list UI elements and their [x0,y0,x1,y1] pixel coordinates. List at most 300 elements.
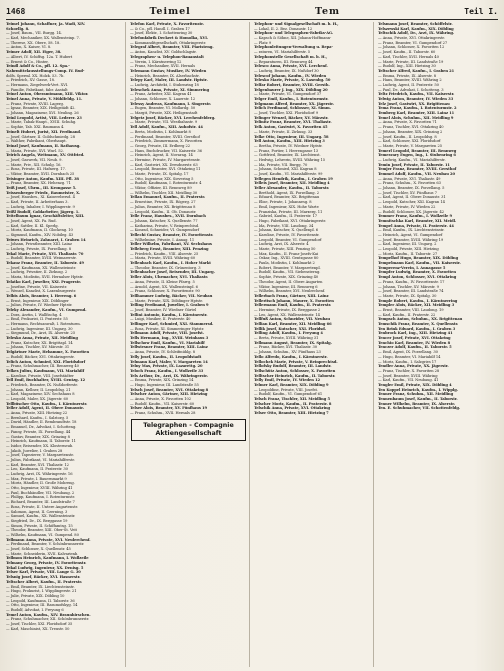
directory-entry: Telmany Georg, Private, IV. Favoritenstr. [6,561,87,566]
directory-entry: Teindl Adolf & Co., pfl. 12. Spa.- [6,64,70,69]
directory-entry: — Karl, Private, II. Arbeiterhaus 3. [6,200,69,205]
directory-entry: — Josef, Tischler, XV. Fünfhaus 7 [378,190,437,195]
directory-entry: Tempfer Ludwig, Beamter, X. Favoriten [378,270,456,275]
directory-entry: Tellechi Gustav, Beamter, IV. Favoritenstr. [130,232,214,237]
directory-entry: Telly Emil, Private, IV. Wieden 12 [254,378,321,383]
directory-entry: Telscher Moriz, Kaufm., II. Praterstr. 8 [254,401,332,406]
directory-entry: Tellhammer Ludwig, Bäcker, VII. Neubau [130,293,213,298]
directory-entry: Temnitschka Karl, Beamter, XII. Meidl. [378,218,457,223]
directory-entry: Teißl Rudolf, Goldarbeiter, Jägerg. 1. [6,209,80,214]
directory-entry: — Josef, Kaufm., II. Taborstr. 60 [378,50,436,55]
directory-entry: Telk Anton, Gastwirt, X. Favoriten 45 [254,125,328,130]
directory-entry: — Ludwig, Kaufm., VI. Mariahilferstr. [378,157,446,162]
directory-entry: Telser Alois, Beamter, XV. Fünfhaus 19 [130,406,207,411]
directory-entry: — Leopold, Maler, XX. Jägerstr. 60 [6,397,69,401]
directory-entry: — Rudolf, Kaufm., VII. Siebensterng. [254,270,321,275]
directory-entry: Telleberg Ernst, Beamter, XIII. Penzing [130,247,209,251]
directory-entry: — Emil, Ingenieur, XIX. Hohe Warte [254,204,319,209]
directory-entry: — Dora, Ärztin, I. Wallfischg. 4 [6,312,62,317]
directory-entry: — Karl, Kaufm., VII. Neubaug. 41 [378,378,439,383]
directory-entry: — Julius, Private, IV. Wiedner Hptstr. [6,303,73,308]
directory-entry: — Johann, Tischler, XV. Märzstr. 31 [6,345,70,350]
directory-entry: — Josef, Tischler, XXI. Floridsdorf 9 [254,111,318,116]
directory-entry: — Karoline, Private, IV. Favoritenstr. [254,232,320,237]
directory-entry: — Ludwig, Inhaber, I. Wipplingerstr. 9 [6,204,75,209]
directory-entry: Tellmann Anna, Private, XVI. Neulerchenf. [6,537,91,542]
directory-entry: — Paula, Modistin, I. Kohlmarkt 2 [254,261,315,266]
directory-entry: Teinelt Hubert, Jurist, XII. Ferdinand. [6,129,82,134]
directory-entry: — Moriz, Händler, II. Große Mohreng. [6,481,75,486]
directory-entry: Tellik Josef, Kutscher, XXI. Floridsd. [254,326,327,331]
directory-entry: — Marie, Private, VII. Westbahnstr. 9 [130,120,197,125]
directory-entry: — Rudolf, Schlosser, XX. Jägerstr. 42 [378,209,445,214]
directory-entry: — Marie, Private, VI. Gumpendorf 37 [254,92,322,97]
directory-entry: Telemann Gustav, Musiker, IV. Wieden [130,68,207,73]
directory-entry: Tellini Antonio, Kaufm., I. Kärntnerstr. [130,312,208,317]
directory-entry: Telbis Alois, Beamter, I. Herreng. 6 [6,293,77,298]
directory-entry: — Marie, Private, V. Margareten 25 [378,143,442,148]
directory-entry: — Katharina, Private, V. Reinprechtsd. [130,223,200,228]
directory-entry: Tellschow Emil, Kaufm., VI. Mariahilf [130,340,205,345]
directory-entry: — Isidor, Reisender, XX. Klosterneub. [6,443,74,448]
directory-entry: — Walther, Fabrikant, Oberhaupt. [6,139,67,144]
directory-entry: Telephon- und Telegraphen-Fabriks-AG. [254,31,334,36]
directory-entry: — Leopold, Beamter, XVI. Ottakring 11 [130,167,201,172]
directory-entry: Ten Brink Eduard, Kaufm., I. Graben 3 [378,326,456,331]
directory-entry: — Emma, Private, IX. Alserstr. 8 [378,73,436,78]
directory-entry: Tellenbacher Josef, Reisender, III. Ungarg. [130,270,215,275]
directory-entry: Telesko Marie, Private, X. Laxenbg. 50 [254,78,331,83]
directory-entry: — Josef, Gärtner, II. Goldschmiedg. 28 [6,134,75,139]
directory-entry: — Philipp, Kaufmann, I. Rotenturmstr. [6,495,75,500]
directory-entry: — Margit, Private, XIX. Heiligenstadt [130,111,198,116]
directory-entry: — & Co., pfl. Handl. I. Graben 17 [130,26,190,31]
directory-entry: — Ludwig, Arzt, IX. Währingerstr. 16 [6,472,73,476]
directory-entry: Telsch Josef, Beamter, XVI. Ottakring 8 [130,387,209,392]
directory-entry: — Ida, Private, VII. Burgg. 70 [254,162,308,167]
directory-entry: Templ Anton, Schlosser, XVI. Ottakring [378,275,457,280]
directory-entry: — Franz, Portier, I. Herrengasse 13 [254,148,318,153]
directory-entry: — Marie, Private, II. Zirkusg. 33 [254,129,313,134]
directory-entry: Templer Alois, Bäcker, XII. Meidling 3 [378,303,455,308]
directory-entry: — Siegfried, Dr., IX. Berggasse 19 [6,518,68,523]
directory-entry: — Reparaturen, III. Rennweg 44 [254,59,313,64]
directory-entry: Telsmann Josef, Beamter, Schöffelstr. [378,22,453,26]
directory-entry: — Emil, Agent, IX. Porzellang. 30 [378,350,438,355]
directory-entry: — Franz, Arbeiter, XXI. Kagran 41 [130,92,192,97]
directory-entry: — Hugo, Fabrikant, XVI. Ottakringerstr. [254,218,326,223]
directory-entry: — Franz, Kutscher, XX. Brigittapl. 14 [6,340,73,345]
directory-entry: — Sigmund, Kaufm., XIV. Nobileg. 43 [6,232,74,237]
directory-entry: Tendler Anna, Private, XX. Jägerstr. [378,364,449,369]
directory-entry: — Karl, Beamter, XVI. Thaliastr. 12 [6,462,69,467]
directory-entry: — Anna, Private, II. Kleine Pfarrg. 5 [130,279,195,284]
directory-entry: Telepy Karl, Maler, III. Landstr. Hptstr. [130,78,208,83]
directory-entry: — Viktor, Beamter, XVII. Dornbach 25 [6,172,75,176]
directory-entry: — Rosa, Private, II. Untere Augartenstr. [6,504,78,509]
directory-entry: — Anna, Private, X. Favoriten 102 [130,397,192,401]
header-keyword-right: Tem [314,5,341,17]
directory-entry: — Maria, Modistin, XVII. Hernalser Hptstr. [6,275,84,280]
directory-entry: Telscher Anton, Gärtner, XIII. Hietzing [130,392,208,397]
directory-entry: Tellschütz Anton, Schlosser, X. Favoriten [254,368,336,373]
directory-entry: Teltscher Alfred, Kaufm., I. Graben 21 [378,68,455,73]
directory-entry: Temmel Adolf, Kaufm., VII. Neubau 20 [378,172,456,176]
directory-entry: Teimer Adolf, XII. Eiger, 38. [6,50,62,55]
directory-entry: — Siegmund, Dr., Arzt, IX. Alserstr. 25 [6,331,76,336]
directory-entry: — Ferdinand, Beamter, XVIII. Gersthof [130,134,200,139]
directory-entry: Tenner Franz, Schuhm., XII. Meidling [378,392,454,397]
directory-entry: Telegraf Albert, Beamter, VIII. Piaristeng. [130,45,214,50]
directory-entry: Temschik Franz, Beamter, X. Quellenstr. [378,322,459,326]
directory-entry: Tellwiesner Franz, Beamter, XIII. Lainz [130,345,208,350]
directory-entry: — Sophie, Tab. XXI. Baumann 4. [6,125,65,130]
directory-entry: Telltscher Heinrich, Kaufm., II. Taborstr. [254,373,336,378]
directory-entry: — Josef, Tischler, XXI. Floridsdorf 35 [6,622,73,626]
directory-entry: Telly Josef, Kaufm., II. Leopoldstadt [130,354,202,359]
directory-entry: — Karoline, Private, VIII. Josefstädter [6,373,74,378]
directory-entry: — Marie, Schneiderin, XVII. Kalvarienb. [6,551,79,556]
directory-entry: Telke Otto, Ingenieur, III. Ungarg. 58 [254,134,329,139]
directory-entry: Tellbüscher Otto, Kaufm., I. Kärntnerstr. [6,401,88,406]
directory-entry: Teinl Leopold, Artist, VIII. Lederer. 23 [6,115,82,120]
directory-entry: Tenczer Adolf, Kaufm., II. Taborstr. 5 [378,345,452,350]
directory-entry: — Julius, Beamter, XX. Brigittenau 8 [130,204,196,209]
directory-entry: — Rudolf, Kaufm., VII. Kaiserstr. 60 [130,401,195,406]
directory-entry: Teinzl Josef, Kaufmann, II. Rathausg. [6,143,81,148]
directory-entry: Telinitz Franz, Beamter, XVI. Thaliastr. [254,120,332,125]
directory-entry: — Otto, Ingenieur, XVIII. Währing 41 [6,486,73,491]
directory-entry: — Salomon, Agent, II. Czerning. 3 [6,509,68,514]
header-rule [6,19,498,20]
directory-entry: — Ludwig, Ingenieur, III. Ungarg. 30 [6,326,73,331]
directory-entry: — Johann, Beamter, IX. Porzellang. 5 [378,186,445,191]
directory-entry: — Karl, Magazineur, XIV. Sechshaus 8 [6,392,75,397]
directory-entry: Tellan Emanuel, Kaufm., II. Praterstr. [130,195,206,200]
directory-entry: — Hugo, Beamter, VI. Mariahilf 14 [378,354,441,359]
directory-entry: — Emanuel, Dr., Advokat, I. Schotteng. [6,425,77,430]
directory-entry: Telle Franz, Hausbes., XVII. Dornbach [130,214,206,219]
directory-entry: — Emil, Beamter, IX. Liechtensteinstr. [6,584,75,589]
directory-entry: Temel Alois, Schuhm., XII. Meidling 9 [378,115,454,120]
directory-entry: — Josef, Agent, XX. Fa. Rud. [6,218,57,223]
directory-entry: — Marie, Private, IV. Wieden 22 [378,204,436,209]
directory-entry: — Wenzel, Kanzlist, X. Laxenburgerstr. [6,289,77,294]
directory-entry: — Verein, I. Kärntnerring 12 [130,59,182,64]
directory-entry: Tello Alfredo, Kaufm., I. Kärntnerstr. [254,354,328,359]
directory-entry: — Franz, Schuhm., X. Favoriten 63 [378,181,441,186]
directory-entry: Tellian Karl, Beamter, XII. Meidling 66 [254,322,332,326]
directory-entry: — Heinrich, Agent, II. Novarag. 14 [130,153,193,158]
directory-entry: Telefon Karl, Private, X. Favoritenstr. [130,22,204,26]
directory-entry: Teller Alois, Uhrmacher, XVI. Thaliastr. [130,275,209,280]
directory-column-1 [6,22,126,667]
directory-entry: — Marie, Private, III. Landstraße 19 [378,59,444,64]
directory-entry: Tell Emil, Buchhalter, XVIII. Gentzg. 12 [6,378,85,383]
directory-entry: — Fanny, Private, IX. Porzellang. 44 [6,429,71,434]
directory-entry: Teleschek Anna, Private, XI. Simmering [130,87,210,92]
directory-entry: — Berta, Private, XVIII. Währing 31 [254,336,319,341]
directory-entry: Telefonfabrik Deckert & Homolka, XVI. [130,36,209,41]
directory-entry: — Julius, Fabrikant, VI. Mariahilferstr. [6,457,75,462]
directory-entry: — Heinrich, Kaufmann, II. Taborstr. 11 [6,439,76,444]
directory-entry: — Theodor, Beamter, IX. Grünentorg. 3 [130,265,201,270]
directory-entry: — Oskar, Ing., XVIII. Gentzgasse 80 [254,256,319,261]
directory-entry: — Marie, Private, IX. Spitalg. 17 [130,172,189,176]
directory-entry: — Ernestine, Private, IX. Rögerg. 27 [130,200,196,205]
directory-entry: — Karl, Tischler, XVII. Hernals 40 [378,54,439,59]
directory-entry: — Franz, Schuhm., XVII. Hernals 28 [130,411,196,416]
directory-entry: — Leopold, Kutscher, XXI. Kagran 14 [378,200,445,205]
directory-entry: — Rudolf, Beamter, XVIII. Weimarerstr. [6,256,77,261]
directory-entry: Teltz Friedrich, Kaufm., VII. Kaiserstr. [378,92,455,97]
directory-entry: — Johann, Schlosser, X. Favoriten 12 [378,45,445,50]
directory-entry: Teleky Alexander, Kaufm., VI. Gumpend. [6,307,87,312]
directory-entry: Tempsch Anton, Schuhm., XX. Brigittenau [378,317,463,322]
directory-entry: — Max, Private, I. Bauernmarkt 9 [6,476,67,481]
directory-entry: — Hermann, Rechtsanwalt, I. Rotenturm. [6,322,81,326]
directory-entry: Telephonleitungen-Verwaltung u. Repa- [254,45,333,50]
directory-column-4 [378,22,498,667]
directory-entry: Teltschik Adolf, Dr., Arzt, IX. Währing. [378,31,455,36]
directory-entry: — Wilhelmine, Private, I. Annag. 11 [130,237,195,242]
directory-entry: — Rudolf, Kaufm., VI. Gumpendorf 61 [254,392,323,397]
directory-entry: — Karl, Schlosser, XXI. Floridsdorf [378,139,441,144]
directory-entry: Telatko Karl, Juwelier, XXI. Pragerstr. [6,279,82,284]
directory-entry: Temesvary Eugen, Ing., I. Stubenring 6 [378,153,456,158]
directory-entry: Temberg Karl, Beamter, XIII. Lainz 11 [378,111,455,116]
directory-entry: Telescof Johann, Kaufm., IV. Wieden [254,73,327,78]
directory-entry: — Hans, Buchdrucker, VII. Kaiserstr. 36 [130,148,202,153]
directory-entry: Schoellg. 8. [6,26,30,31]
directory-entry: — Anna, Private, X. Favoriten 71 [378,120,437,125]
directory-entry: Teller Adolf, Agent, II. Obere Donaustr. [6,406,84,411]
directory-entry: Telgmann Alfred, Beamter, XX. Jägerstr. [254,101,334,106]
header-part-label: Teil I. [464,6,498,16]
directory-entry: — Gustav, Beamter, XIX. Grinzing 8 [6,434,70,439]
directory-entry: Tekal Ludwig, Ingenieur, XX. Denisg. 5 [6,565,84,570]
directory-entry: — Leopoldine, Private, VIII. Josefst. [254,387,318,392]
directory-entry: Telephon- und Signalgesellschaft m. b. H., [254,22,339,26]
directory-entry: — Gabriel, Kaufm., II. Praterstr. 17 [254,214,317,219]
directory-entry: — Friedrich, Beamter, IX. Nußdorferstr. [6,382,78,387]
directory-entry: — Josef, Beamter, XVIII. Währing 19 [378,237,444,242]
directory-entry: Telesco Anna, Private, XVI. Lerchenf. [254,64,328,69]
directory-entry: Telmann Karl, Maler, V. Margareten 14 [130,359,208,364]
directory-entry: — Georg, Private, III. Erdberg 22 [130,143,191,148]
directory-entry: — Moriz, Kaufmann, II. Glockeng. 10 [6,228,73,233]
directory-entry: — Lokal, II. 2. Bez. Donaustr. 12 [254,26,313,31]
directory-entry: — Franz, Tischler, X. Favoriten 28 [378,368,440,373]
directory-entry: Temperenz-Verein, I. Annagasse 5 [378,265,446,270]
directory-entry: Teiwes Heinrich, Zahnarzt, I. Graben 14 [6,237,86,242]
directory-entry: — Johann, Schuhm., XV. Fünfhaus 23 [254,350,321,355]
directory-entry: Tellmon Heinrich, Kaufmann, I. Wollzeile [6,556,89,561]
directory-entry: — Jakob, Juwelier, I. Graben 28 [6,448,63,453]
directory-entry: Telleritsch Johann, Maurer, X. Favoriten [254,298,334,303]
page-number: 1468 [6,6,26,16]
directory-entry: — David, Händler, II. Rembrandtstr. 18 [6,420,77,425]
advertisement-line-2: Aktiengesellschaft [155,429,222,437]
directory-entry: — raturen, VI. Mariahilferstr. 5 [254,50,311,55]
directory-entry: — Johann, Tischler, XV. Märzstr. 9 [378,284,439,289]
directory-entry: Tekal Marie, Private, XVI. Thaliastr. 70 [6,251,84,256]
directory-entry: Telfar Robert, Beamter, XVIII. Gersth. [254,82,330,87]
directory-entry: — Anton, X. Kaiser, VI. 8. [6,45,52,50]
directory-entry: Tels Arthur, Dr., Arzt, IX. Währingerstr. [130,373,208,378]
directory-entry: — Paul, Dr., Advokat, I. Schotteng. 3 [378,87,444,92]
directory-entry: — Kommanditgesellschaft, Ottakringerstr. [130,40,206,45]
directory-entry: — Karl, Agent, II. Obere Donaustr. 31 [378,195,446,200]
directory-entry: — Josef, Beamter, IV. Wiedner Gürtel [130,307,197,312]
directory-entry: Teller Alexander, Kaufm., II. Taborstr. [254,186,330,191]
directory-entry: — Hermine, Private, IV. Margaretenstr. [130,157,201,162]
directory-entry: — Wilhelm, Tischler, XII. Meidling 30 [130,190,198,195]
directory-entry: — Franz, Tischler, XVI. Ottakring 40 [378,125,444,130]
directory-entry: — Wilhelm, Beamter, XVI. Neulerchenf. [254,289,326,294]
directory-entry: Tellmann Adolf, Private, VIII. Josefst. [130,331,204,336]
directory-entry: — Theodor, Agent, II. Obere Augarten [254,279,323,284]
directory-entry: — Heinrich, Agent, VI. Gumpendorf [378,232,443,237]
directory-entry: Tells Hermann, Ing., XVIII. Weinhaus 3 [130,336,209,341]
directory-entry: — Emil, Prokurist, II. Praterstr. 55 [6,317,68,322]
directory-entry: — Samuel, Kaufm., XX. Wallensteinstr. [6,514,76,519]
directory-entry: Tencer Josef, Private, XVI. Ottakring [378,336,451,341]
directory-entry: — Johann, Kellner, II. Leopoldsg. 21 [6,387,71,392]
directory-entry: — Hugo, Prokurist, I. Wipplingerstr. 21 [6,589,77,594]
directory-entry: — Marie, Private, XIX. Döblinger Hptstr. [130,298,203,303]
directory-entry: Telwig Anton, Beamter, IV. Wieden 33 [378,97,454,101]
directory-entry: Temin Josef, Private, II. Taborstr. 11 [378,162,450,167]
directory-entry: — Friedrich, Zimmermann, X. Favoriten [130,139,203,144]
directory-entry: — Gottfried, Beamter, IX. Liechtenst. [254,153,321,158]
directory-entry: — Josef, Kaufmann, XX. Wallensteinstr. [6,265,77,270]
directory-entry: — Berthold, Agent, IX. Porzellang. 2 [254,190,320,195]
directory-entry: Tekauz Franz, Beamter, II. Taborstr. 49 [6,261,84,266]
directory-entry: Teitelbaum Ignaz, Geschäftsleiter, XIII. [6,214,85,219]
directory-entry: Telesko Anna, Private, XII. Meidling [6,336,78,341]
directory-entry: — Elise, Private, I. Johannesg. 8 [254,200,312,205]
directory-entry: — Johann, Kutscher, X. Quellenstr. 77 [130,218,198,223]
directory-entry: — Rudolf, Bäcker, XVI. Ottakringerstr. [6,354,75,359]
page-header [6,4,498,18]
directory-entry: — Josef, Hausbes., XI. Kaiserebersd. 4 [6,195,75,200]
directory-entry: Ten Koppel Heinrich, Kaufm., I. Wipplg. [378,387,458,392]
directory-entry: Teinel Anna, Private, V. Mühlfeldg. 11. [6,97,83,101]
directory-entry: — Hermann, Ziegelwerk-Vert. XVI. [6,82,69,87]
directory-entry: — Josefine, Private, VII. Kaiserstr. [6,284,67,289]
directory-entry: Telegraphen- u. Telephon-Bauanstalt [130,54,204,59]
directory-entry: — Josef, Baum., VII. Burgg. 14. [6,31,62,36]
directory-entry: Temmer Franz, Kaufm., I. Wollzeile 9 [378,214,452,219]
directory-entry: Teloch Franz, Kaufm., I. Wollzeile 33 [130,368,204,373]
directory-entry: — Viktor, Offizier, III. Rennweg 89 [130,186,192,191]
directory-entry: Telling Ferdinand, Juwelier, I. Graben 9 [130,303,209,308]
directory-entry: — Emma, Private, XIX. Grinzing 14 [130,378,194,383]
directory-entry: — Ernst, Ingenieur, XIX. Döblinger [6,298,69,303]
directory-entry: Ten. E. Schuhmacher, VII. Schottenfeldg. [378,406,461,411]
directory-entry: — Richard, Beamter, III. Landstraße 7 [6,500,75,505]
directory-entry: — Viktor, Ingenieur, III. Rennweg 6 [254,284,318,289]
directory-entry: — Josef, Kaufm., II. Leopoldsg. 8 [378,134,437,139]
directory-entry: dolfs. Sperml. XX. Holzk. 53. 7b. [6,73,65,78]
directory-entry: — Anna, Private, XVI. Ottakringerstr. [378,36,445,41]
directory-entry: — Eduard, Beamter, XX. Brigittenau [254,195,320,200]
directory-entry: — Karl, Gastwirt, XX. Dresdnerstr. 63 [130,162,198,167]
directory-entry: Telinger Wenzel, Bäcker, XV. Märzstr. [254,115,329,120]
directory-entry: — Hans, Beamter, XVIII. Währing 2 [378,78,442,83]
directory-entry: — Otto, Ingenieur, III. Rasumofskyg. 14 [6,603,78,608]
directory-entry: — Bertha, Private, IV. Wiedner Hptstr. [254,143,323,148]
directory-column-2 [130,22,250,667]
directory-entry: Tengler Emil, Private, XIX. Döbling 4 [378,382,452,387]
directory-entry: — Arnold, Agent, XX. Wallensteinpl. 6 [130,284,198,289]
directory-entry: Teirich Angela, Weitmann, XV. Ottfried. [6,153,85,158]
directory-entry: Telephonstelle Gesellschaft m. b. H., [254,54,327,59]
directory-entry: Teltscher Albert, Kaufm., II. Praterstr. [6,579,83,584]
directory-entry: Temel Anton, Kaufm., XIV. Braunhirschen. [6,612,91,617]
directory-entry: — Ludwig, Beamter, IX. Nußdorf 30 [254,68,319,73]
directory-entry: Tellegen Hendrik, Kaufm., I. Graben 19 [254,176,333,181]
directory-entry: — Franz, Private, XVIII. Lagerg. [6,101,64,106]
directory-entry: — Franz, Mechaniker, XVII. Hernals [130,64,196,69]
directory-entry: Teiß Josef, Uhrm., III. Krongasse 5. [6,186,77,191]
directory-entry: — Ludwig, Agent, II. Praterstr. 50 [378,82,439,87]
advertisement-line-1: Telegraphen - Compagnie [143,421,234,429]
directory-entry: — Kapsch & Söhne, XII. Johann-Hoffmann- [254,36,332,41]
directory-entry: Tempel Anna, Private, II. Praterstr. 44 [378,223,454,228]
directory-entry: Telser Otto, Beamter, XIII. Hietzing 7 [254,411,329,416]
directory-entry: — Ferdinand, Beamter, V. Schönbrunnerstr. [6,542,85,547]
directory-entry: — Julie, Private, XIX. Döbling 10 [6,593,65,598]
directory-entry: Tellerbach Franz, Gärtner, XIII. Lainz [254,293,329,298]
directory-entry: — Johann, Magazineur, XVI. Neuling. 26 [6,111,79,116]
directory-entry: — Theodor, Beamter, XIII. Ober-St. Veit [6,528,77,533]
directory-entry: — Leopold, Private, XIII. Hietzing [378,247,439,251]
directory-entry: Telgetz Josef, Bäcker, XVI. Lerchenfelderg. [130,115,216,120]
directory-entry: — Rosa, Private, XI. Simmeringer Hptstr. [130,326,205,331]
directory-entry: — Otto, Ingenieur, XIX. Sievering 5 [130,176,194,181]
directory-entry: — Anna, Private, IV. Schleifmühlg. 8 [130,350,196,355]
directory-entry: — Therese, XX. Obere, 58. 18. [6,40,61,45]
directory-entry: — Simon, Private, II. Schiffamtsg. 15 [6,523,73,528]
directory-entry: — Anton, Kanzlist, XV. Goldschlagstr. [130,50,197,55]
directory-entry: — Marie, Private, IX. Spitalg. 30 [378,293,437,298]
directory-entry: Temerl Leopold, Beamter, III. Rennweg [378,148,457,153]
directory-entry: Tenbrock Karl, Ing., XIII. Hietzing 41 [378,331,453,336]
directory-entry: — Johann, Beamter, XIX. Grinzing 2 [378,129,443,134]
directory-entry: Teimel Johann, Schaffner, Ja. Wadi, XIV. [6,22,86,26]
directory-entry: — Ida, Private, VIII. Laudong. 34 [254,223,314,228]
directory-entry: — Moriz, Kaufm., I. Salzgries 17 [378,359,437,364]
directory-entry: Telser Karl, Private, VIII. Lange G. 30 [6,570,81,575]
directory-entry: — Karl, Kaufm., II. Praterstr. 22 [378,312,436,317]
directory-entry: — Robert, Beamter, V. Margaretenpl. [254,265,321,270]
directory-entry: — Franz, Schuhmacher, XII. Schönbrunnerstr. [6,617,90,622]
directory-entry: Telger Emil, Kaufm., I. Rotenturmstr. [254,97,329,101]
directory-entry: Telling Adolf, Kaufm., I. Freyung 4 [254,331,323,336]
directory-entry: — Ignaz, Beamter, XIX. Heiligstädt 42. [6,106,76,111]
directory-columns [6,22,498,667]
directory-entry: — Rudolf, Ing., XIII. Hietzing 30 [378,64,436,69]
directory-entry: — Franz, Beamter, VI. Gumpendorf 27 [378,40,448,45]
directory-entry: — Leo, Agent, XX. Wallensteinstr. 14 [254,312,320,317]
directory-entry: — Familie, Fabrikant, fabr. Anstalt [6,87,68,92]
directory-entry: Tempelmann Karl, Kaufm., VII. Kaiserstr. [378,261,461,266]
directory-column-3 [254,22,374,667]
directory-entry: — Rudolf, Kaufmann, I. Rotenturmstr. 4 [130,181,202,186]
directory-entry: Tenner Wilhelm, Beamter, IX. Alserstr. [378,401,455,406]
